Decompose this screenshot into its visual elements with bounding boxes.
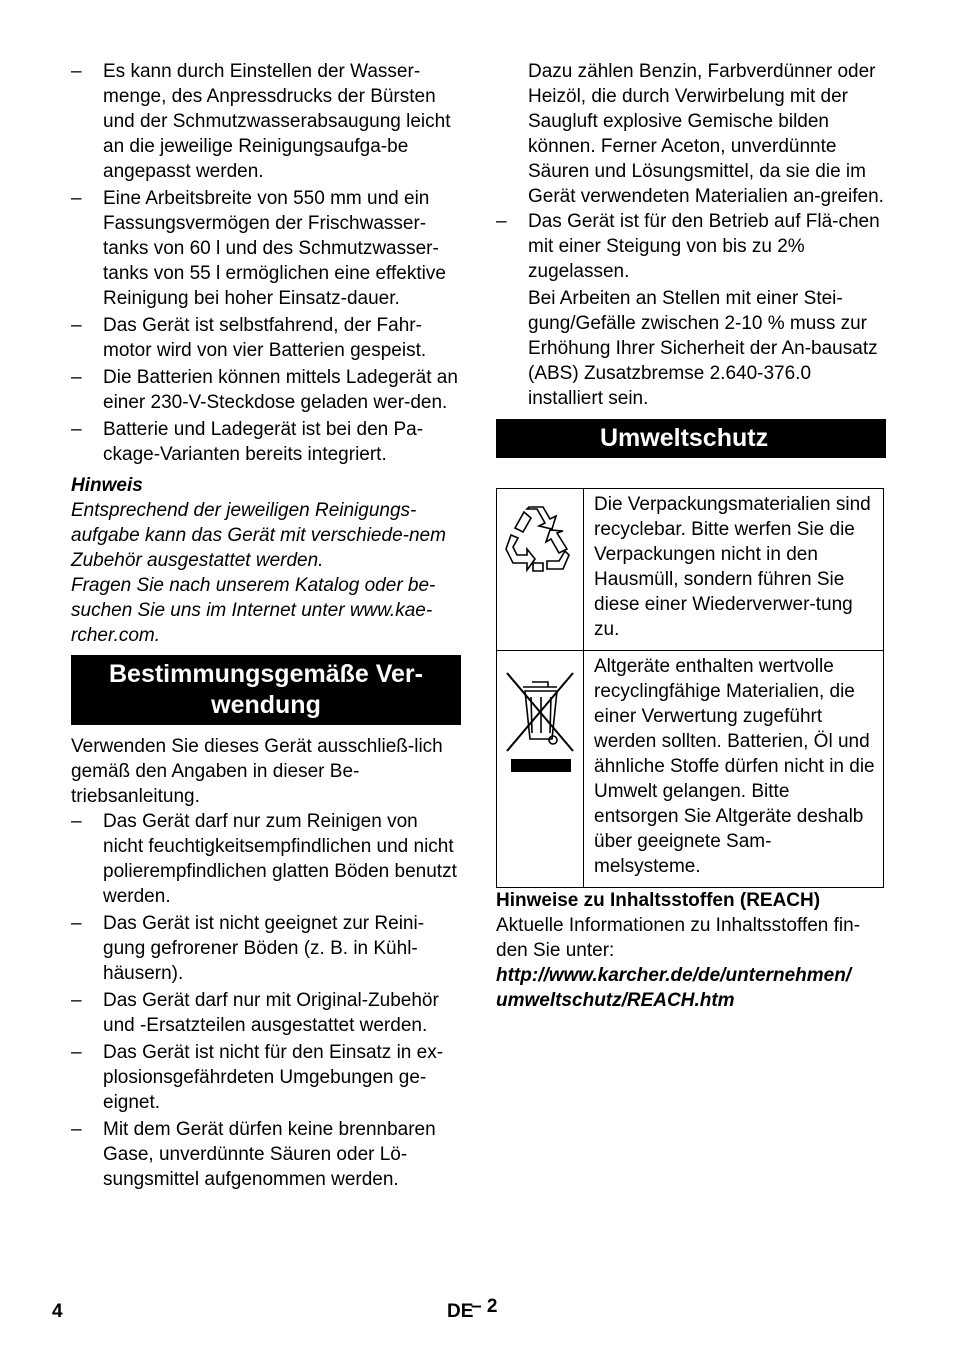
list-item (71, 988, 461, 1038)
table-text-cell: Altgeräte enthalten wertvolle recyclingfähige Materialien, die einer Verwertung zugeführt werden sollten. Batterien, Öl und ähnliche Stoffe dürfen nicht in die Umwelt gelangen. Bitte entsorgen Sie Altgeräte deshalb über geeignete Sam-melsysteme. (584, 651, 884, 888)
section-heading-line: Bestimmungsgemäße Ver- (109, 660, 423, 688)
feature-list (71, 59, 461, 467)
recycling-icon (503, 503, 577, 579)
reach-link-line[interactable]: http://www.karcher.de/de/unternehmen/ (496, 965, 852, 986)
dash-bullet: – (71, 188, 82, 209)
list-item (71, 186, 461, 311)
section-heading-environment: Umweltschutz (496, 419, 886, 458)
list-item (71, 59, 461, 184)
dash-bullet: – (71, 990, 82, 1011)
reach-text: Aktuelle Informationen zu Inhaltsstoffen fin-den Sie unter: (496, 915, 861, 961)
slope-paragraph: Bei Arbeiten an Stellen mit einer Stei-gung/Gefälle zwischen 2-10 % muss zur Erhöhung Ihrer Sicherheit der An-bausatz (ABS) Zusatzbremse 2.640-376.0 installiert sein. (528, 288, 878, 409)
list-item-text: Das Gerät darf nur mit Original-Zubehör und -Ersatzteilen ausgestattet werden. (103, 990, 439, 1036)
note-text: Entsprechend der jeweiligen Reinigungs-aufgabe kann das Gerät mit verschiede-nem Zubehör ausgestattet werden. (71, 500, 446, 571)
list-item-text: Es kann durch Einstellen der Wasser-menge, des Anpressdrucks der Bürsten und der Schmutzwasserabsaugung leicht an die jeweilige Reinigungsaufga-be angepasst werden. (103, 61, 451, 182)
dash-bullet: – (71, 419, 82, 440)
list-item (71, 911, 461, 986)
continuation-paragraph: Dazu zählen Benzin, Farbverdünner oder Heizöl, die durch Verwirbelung mit der Saugluft explosive Gemische bilden können. Ferner Aceton, unverdünnte Säuren und Lösungsmittel, da sie die im Gerät verwendeten Materialien an-greifen. (528, 61, 884, 207)
list-item-text: Das Gerät ist nicht geeignet zur Reini-gung gefrorener Böden (z. B. in Kühl-häusern). (103, 913, 425, 984)
dash-bullet: – (71, 1042, 82, 1063)
page-number: 4 (52, 1301, 63, 1322)
section-heading-line: wendung (211, 691, 321, 719)
reach-link[interactable] (496, 963, 886, 1013)
note-text-website: Fragen Sie nach unserem Katalog oder be-suchen Sie uns im Internet unter www.kae-rcher.com. (71, 575, 436, 646)
note-title: Hinweis (71, 475, 143, 496)
dash-bullet: – (71, 315, 82, 336)
intro-paragraph: Verwenden Sie dieses Gerät ausschließ-lich gemäß den Angaben in dieser Be-triebsanleitung. (71, 736, 443, 807)
dash-bullet: – (71, 367, 82, 388)
list-item-text: Die Batterien können mittels Ladegerät an einer 230-V-Steckdose geladen wer-den. (103, 367, 458, 413)
usage-list (71, 809, 461, 1192)
list-item (71, 365, 461, 415)
dash-bullet: – (71, 811, 82, 832)
table-text-cell: Die Verpackungsmaterialien sind recyclebar. Bitte werfen Sie die Verpackungen nicht in den Hausmüll, sondern führen Sie diese einer Wiederverwer-tung zu. (584, 489, 884, 651)
list-item-text: Eine Arbeitsbreite von 550 mm und ein Fassungsvermögen der Frischwasser-tanks von 60 l und des Schmutzwasser-tanks von 55 l ermöglichen eine effektive Reinigung bei hoher Einsatz-dauer. (103, 188, 446, 309)
list-item-text: Batterie und Ladegerät ist bei den Pa-ckage-Varianten bereits integriert. (103, 419, 424, 465)
list-item (71, 417, 461, 467)
list-item-text: Das Gerät ist nicht für den Einsatz in ex-plosionsgefährdeten Umgebungen ge-eignet. (103, 1042, 444, 1113)
section-page-number: – 2 (471, 1296, 498, 1317)
table-row (497, 489, 884, 651)
table-row (497, 651, 884, 888)
list-item-text: Das Gerät darf nur zum Reinigen von nicht feuchtigkeitsempfindlichen und nicht polierempfindlichen glatten Böden benutzt werden. (103, 811, 457, 907)
list-item (71, 313, 461, 363)
list-item-text: Mit dem Gerät dürfen keine brennbaren Gase, unverdünnte Säuren oder Lö-sungsmittel aufgenommen werden. (103, 1119, 436, 1190)
list-item (71, 809, 461, 909)
dash-bullet: – (71, 1119, 82, 1140)
list-item-text: Das Gerät ist für den Betrieb auf Flä-chen mit einer Steigung von bis zu 2% zugelassen. (528, 211, 880, 282)
environment-table (496, 488, 884, 888)
list-item-text: Das Gerät ist selbstfahrend, der Fahr-motor wird von vier Batterien gespeist. (103, 315, 427, 361)
language-code: DE (447, 1301, 474, 1322)
list-item (71, 1117, 461, 1192)
section-heading-intended-use (71, 655, 461, 725)
crossed-bin-icon (503, 665, 577, 773)
dash-bullet: – (71, 913, 82, 934)
table-icon-cell (497, 489, 584, 651)
reach-title: Hinweise zu Inhaltsstoffen (REACH) (496, 890, 821, 911)
reach-link-line[interactable]: umweltschutz/REACH.htm (496, 990, 735, 1011)
list-item (71, 1040, 461, 1115)
list-item (496, 209, 886, 284)
left-column (71, 59, 461, 1194)
right-column (496, 59, 886, 1013)
dash-bullet: – (71, 61, 82, 82)
dash-bullet: – (496, 211, 507, 232)
table-icon-cell (497, 651, 584, 888)
